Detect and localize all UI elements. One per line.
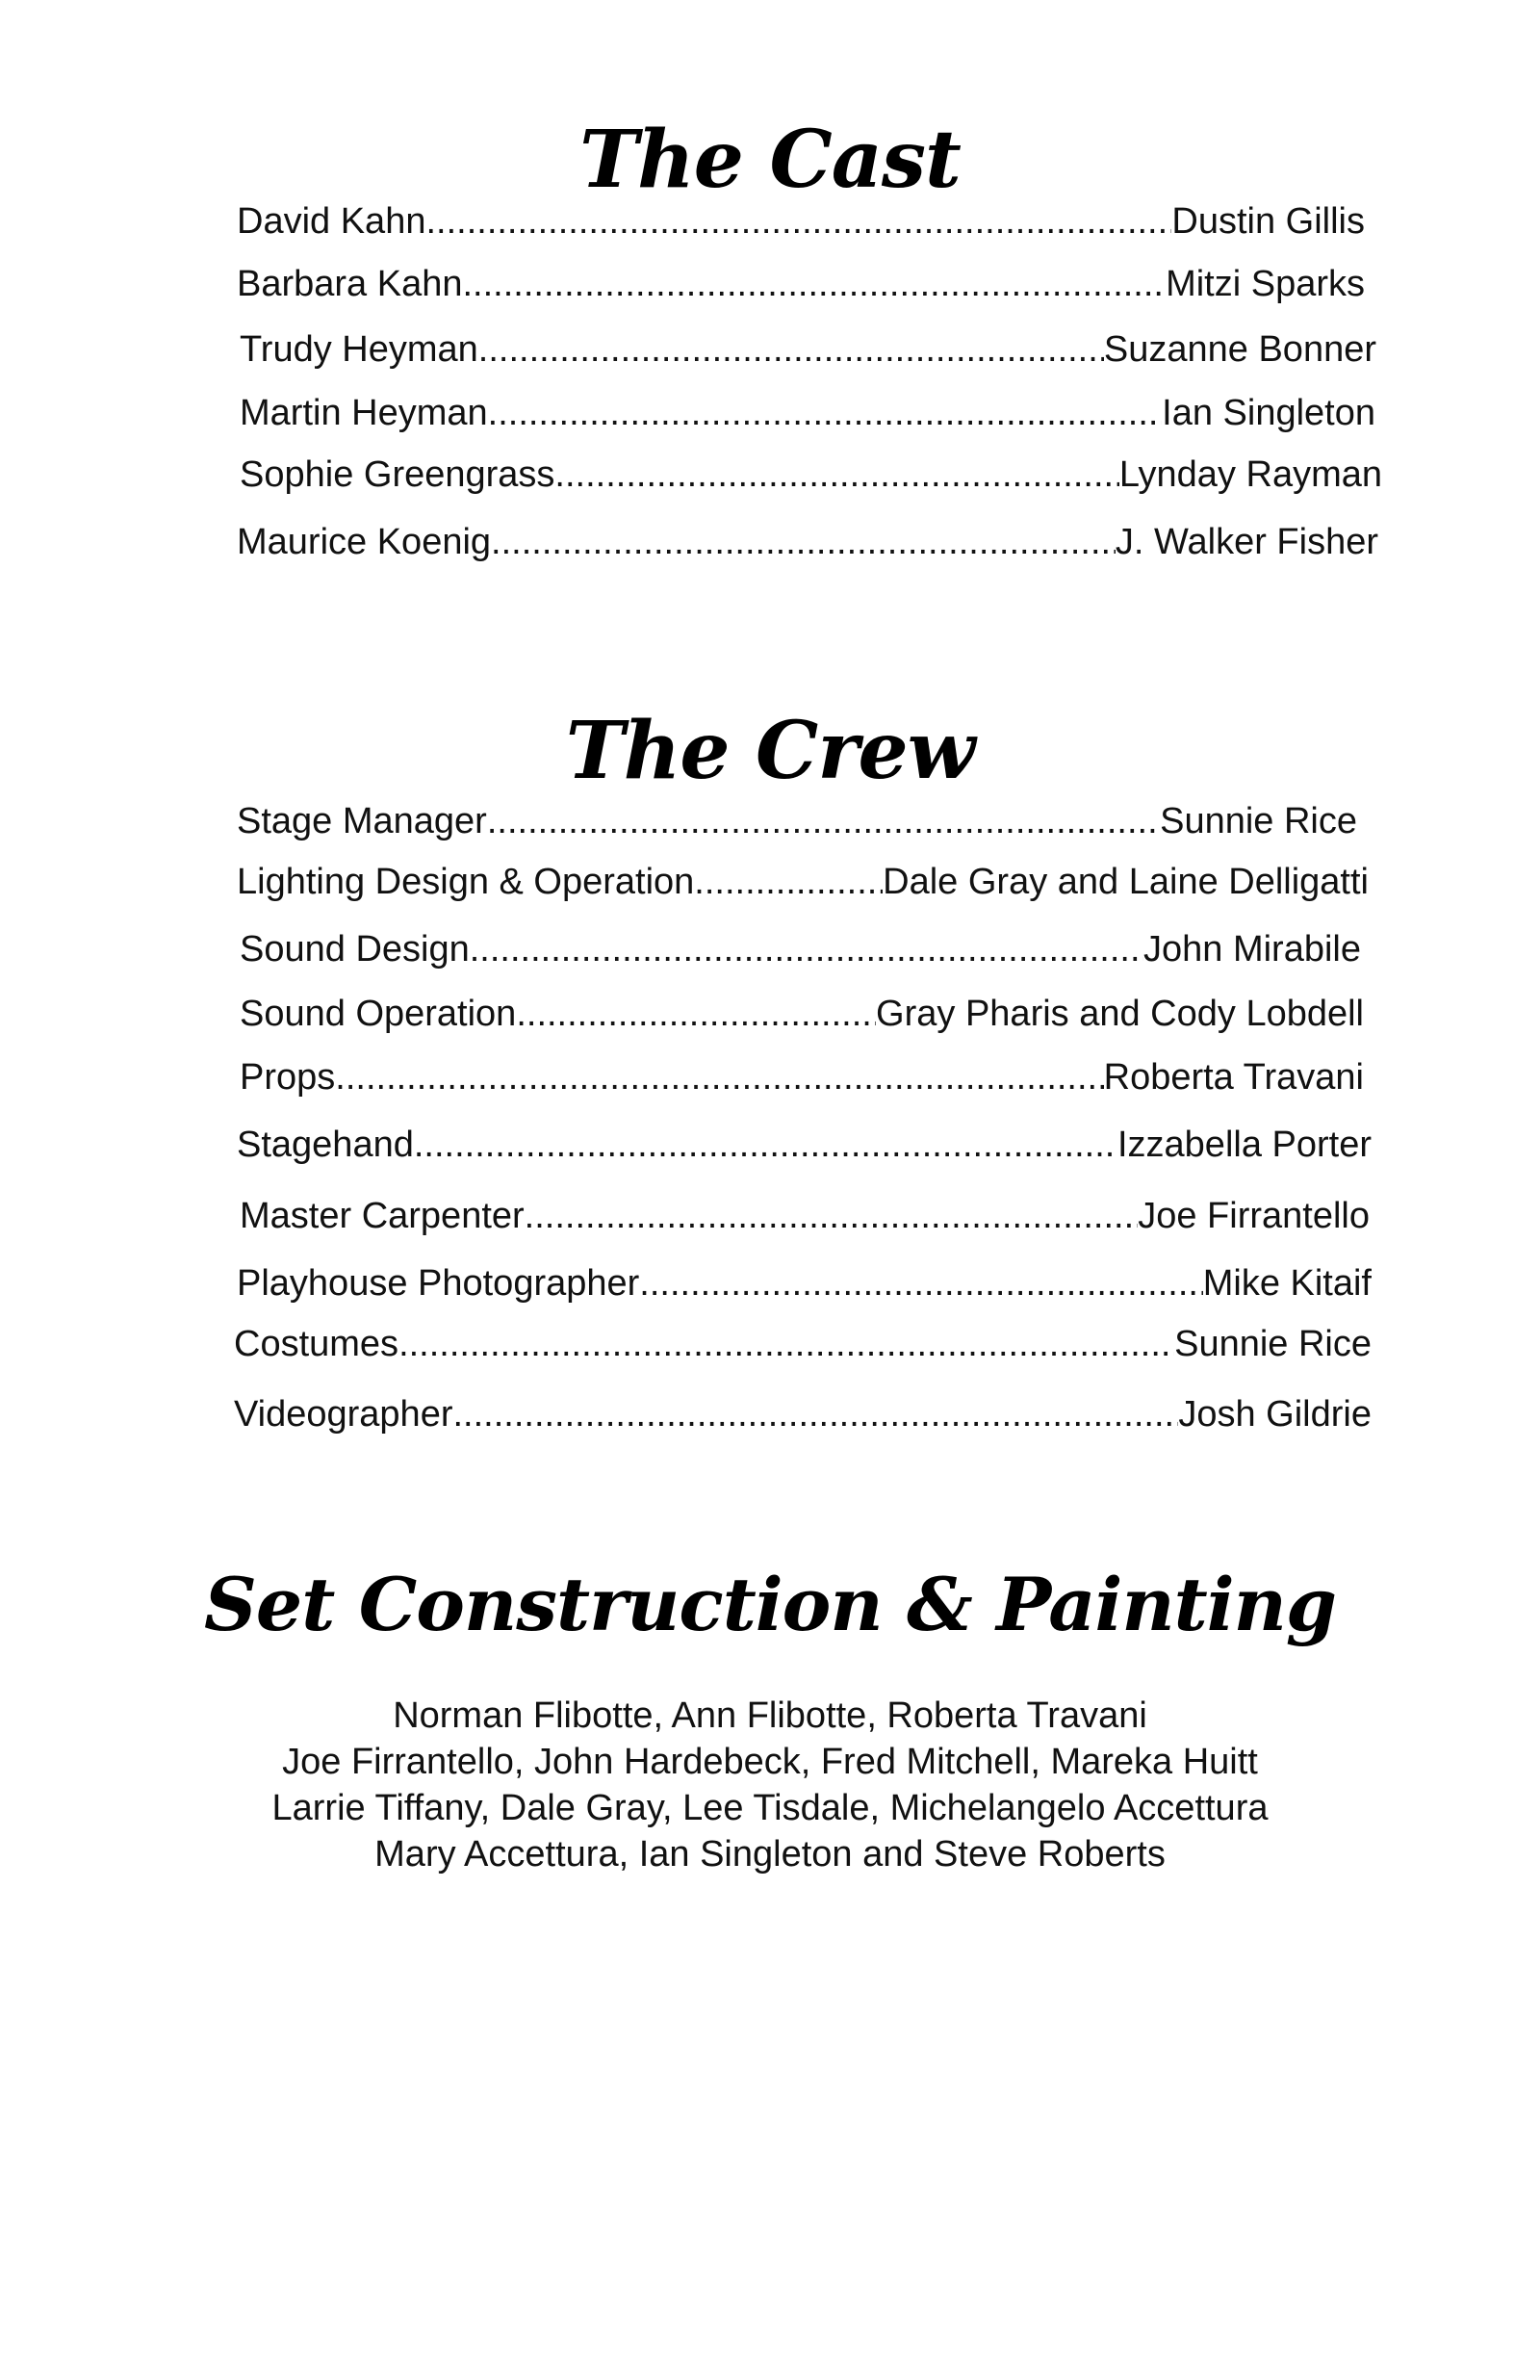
dot-leader (478, 327, 1104, 372)
cast-row (237, 520, 1378, 564)
cast-row (237, 262, 1365, 306)
cast-role: Martin Heyman (240, 393, 488, 433)
crew-role: Playhouse Photographer (237, 1263, 640, 1304)
dot-leader (425, 199, 1171, 244)
crew-row (240, 1194, 1370, 1238)
dot-leader (694, 860, 883, 904)
crew-member: Gray Pharis and Cody Lobdell (876, 994, 1364, 1034)
dot-leader (470, 927, 1143, 971)
set-names-line: Larrie Tiffany, Dale Gray, Lee Tisdale, Michelangelo Accettura (271, 1788, 1269, 1828)
crew-row (237, 1261, 1372, 1306)
cast-actor: Mitzi Sparks (1166, 264, 1365, 304)
cast-title: The Cast (579, 114, 961, 206)
crew-member: Dale Gray and Laine Delligatti (883, 862, 1369, 902)
dot-leader (639, 1261, 1202, 1306)
set-names-line: Mary Accettura, Ian Singleton and Steve Roberts (374, 1834, 1166, 1875)
crew-row (237, 1123, 1372, 1167)
set-construction-title: Set Construction & Painting (203, 1562, 1336, 1647)
crew-member: Mike Kitaif (1202, 1263, 1372, 1304)
crew-role: Videographer (234, 1394, 453, 1435)
dot-leader (525, 1194, 1139, 1238)
dot-leader (452, 1392, 1178, 1436)
crew-role: Props (240, 1057, 336, 1098)
dot-leader (516, 992, 876, 1036)
cast-actor: Lynday Rayman (1118, 454, 1382, 495)
cast-row (237, 199, 1365, 244)
dot-leader (398, 1322, 1174, 1366)
crew-role: Master Carpenter (240, 1196, 525, 1236)
cast-role: Barbara Kahn (237, 264, 463, 304)
crew-row (237, 860, 1369, 904)
crew-member: Josh Gildrie (1178, 1394, 1372, 1435)
dot-leader (554, 453, 1118, 497)
crew-role: Sound Operation (240, 994, 517, 1034)
cast-role: David Kahn (237, 201, 426, 242)
crew-member: Izzabella Porter (1116, 1125, 1372, 1165)
crew-role: Costumes (234, 1324, 399, 1364)
crew-row (234, 1322, 1372, 1366)
crew-title: The Crew (565, 705, 975, 797)
cast-actor: J. Walker Fisher (1115, 522, 1378, 562)
cast-actor: Suzanne Bonner (1103, 329, 1376, 370)
set-names-line: Joe Firrantello, John Hardebeck, Fred Mitchell, Mareka Huitt (282, 1742, 1258, 1782)
cast-role: Sophie Greengrass (240, 454, 555, 495)
crew-member: Sunnie Rice (1160, 801, 1357, 841)
crew-role: Sound Design (240, 929, 470, 970)
cast-row (240, 453, 1382, 497)
crew-row (240, 992, 1364, 1036)
crew-row (240, 1055, 1364, 1099)
cast-row (240, 391, 1375, 435)
cast-role: Trudy Heyman (240, 329, 478, 370)
dot-leader (488, 391, 1163, 435)
crew-member: Sunnie Rice (1174, 1324, 1372, 1364)
crew-row (237, 799, 1357, 843)
dot-leader (335, 1055, 1103, 1099)
dot-leader (463, 262, 1167, 306)
crew-member: Roberta Travani (1103, 1057, 1364, 1098)
crew-role: Stage Manager (237, 801, 487, 841)
cast-role: Maurice Koenig (237, 522, 492, 562)
set-names-line: Norman Flibotte, Ann Flibotte, Roberta Travani (393, 1695, 1147, 1736)
crew-row (234, 1392, 1372, 1436)
dot-leader (491, 520, 1116, 564)
crew-row (240, 927, 1361, 971)
set-construction-names (0, 1693, 1540, 1877)
crew-role: Stagehand (237, 1125, 414, 1165)
cast-row (240, 327, 1376, 372)
dot-leader (414, 1123, 1117, 1167)
crew-role: Lighting Design & Operation (237, 862, 695, 902)
dot-leader (487, 799, 1160, 843)
crew-member: John Mirabile (1143, 929, 1361, 970)
cast-actor: Ian Singleton (1162, 393, 1375, 433)
cast-actor: Dustin Gillis (1171, 201, 1365, 242)
crew-member: Joe Firrantello (1138, 1196, 1370, 1236)
